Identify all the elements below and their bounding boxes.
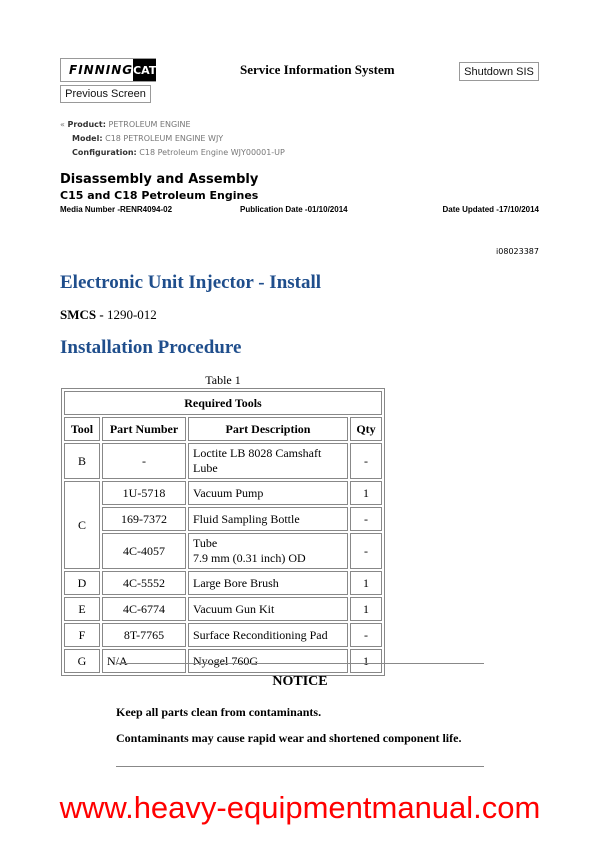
- cell: 1: [350, 649, 382, 673]
- cell: G: [64, 649, 100, 673]
- app-title: Service Information System: [240, 62, 395, 77]
- cell: C: [64, 481, 100, 569]
- required-tools-table: [61, 388, 385, 676]
- header-qty: Qty: [350, 417, 382, 441]
- cell: B: [64, 443, 100, 479]
- product-value: PETROLEUM ENGINE: [108, 120, 191, 129]
- cell: 1: [350, 571, 382, 595]
- cell: Fluid Sampling Bottle: [188, 507, 348, 531]
- cell: 169-7372: [102, 507, 186, 531]
- cell: E: [64, 597, 100, 621]
- cell: [188, 533, 348, 569]
- model-label: Model:: [72, 134, 103, 143]
- notice-line-1: Keep all parts clean from contaminants.: [116, 705, 322, 719]
- config-label: Configuration:: [72, 148, 137, 157]
- cell: F: [64, 623, 100, 647]
- cell: 1: [350, 481, 382, 505]
- cat-logo: CAT: [133, 59, 156, 81]
- cell: Vacuum Pump: [188, 481, 348, 505]
- cell: 8T-7765: [102, 623, 186, 647]
- cell: Loctite LB 8028 Camshaft Lube: [188, 443, 348, 479]
- cell: -: [350, 443, 382, 479]
- logo-text: FINNING: [69, 63, 134, 77]
- notice-title: NOTICE: [272, 674, 328, 689]
- page-title: Electronic Unit Injector - Install: [60, 272, 322, 293]
- shutdown-button[interactable]: Shutdown SIS: [459, 62, 539, 81]
- cell: 4C-5552: [102, 571, 186, 595]
- table-title: Required Tools: [64, 391, 382, 415]
- table-row: [64, 507, 382, 531]
- media-number: Media Number -RENR4094-02: [60, 205, 173, 214]
- doc-id: i08023387: [496, 247, 539, 256]
- cell: Surface Reconditioning Pad: [188, 623, 348, 647]
- table-row: [64, 571, 382, 595]
- table-row: [64, 443, 382, 479]
- table-row: [64, 597, 382, 621]
- cell: Nyogel 760G: [188, 649, 348, 673]
- cell: -: [350, 623, 382, 647]
- cell: -: [102, 443, 186, 479]
- header-tool: Tool: [64, 417, 100, 441]
- watermark: www.heavy-equipmentmanual.com: [59, 790, 541, 825]
- cell: N/A: [102, 649, 186, 673]
- cell-line: Tube: [193, 536, 218, 550]
- model-value: C18 PETROLEUM ENGINE WJY: [105, 134, 224, 143]
- smcs-label: SMCS -: [60, 307, 104, 322]
- doc-subtitle: C15 and C18 Petroleum Engines: [60, 189, 259, 202]
- section-title: Installation Procedure: [60, 337, 242, 358]
- notice-line-2: Contaminants may cause rapid wear and shortened component life.: [116, 731, 462, 745]
- smcs-value: 1290-012: [106, 307, 157, 322]
- cell: -: [350, 507, 382, 531]
- divider: [116, 663, 484, 664]
- product-label: Product:: [67, 120, 106, 129]
- publication-date: Publication Date -01/10/2014: [240, 205, 348, 214]
- cell: D: [64, 571, 100, 595]
- cell: 4C-4057: [102, 533, 186, 569]
- header-part-description: Part Description: [188, 417, 348, 441]
- config-value: C18 Petroleum Engine WJY00001-UP: [139, 148, 285, 157]
- table-row: [64, 481, 382, 505]
- finning-cat-logo: [60, 58, 156, 82]
- table-row: [64, 533, 382, 569]
- cell: Large Bore Brush: [188, 571, 348, 595]
- doc-title: Disassembly and Assembly: [60, 172, 259, 187]
- header-part-number: Part Number: [102, 417, 186, 441]
- cell: 1U-5718: [102, 481, 186, 505]
- date-updated: Date Updated -17/10/2014: [442, 205, 539, 214]
- table-row: [64, 649, 382, 673]
- cell: -: [350, 533, 382, 569]
- cell: 1: [350, 597, 382, 621]
- cell-line: 7.9 mm (0.31 inch) OD: [193, 551, 306, 565]
- table-header-row: [64, 417, 382, 441]
- collapse-icon[interactable]: «: [60, 120, 65, 129]
- table-row: [64, 623, 382, 647]
- divider: [116, 766, 484, 767]
- cell: Vacuum Gun Kit: [188, 597, 348, 621]
- table-caption: Table 1: [205, 373, 241, 387]
- cell: 4C-6774: [102, 597, 186, 621]
- previous-screen-button[interactable]: Previous Screen: [60, 85, 151, 103]
